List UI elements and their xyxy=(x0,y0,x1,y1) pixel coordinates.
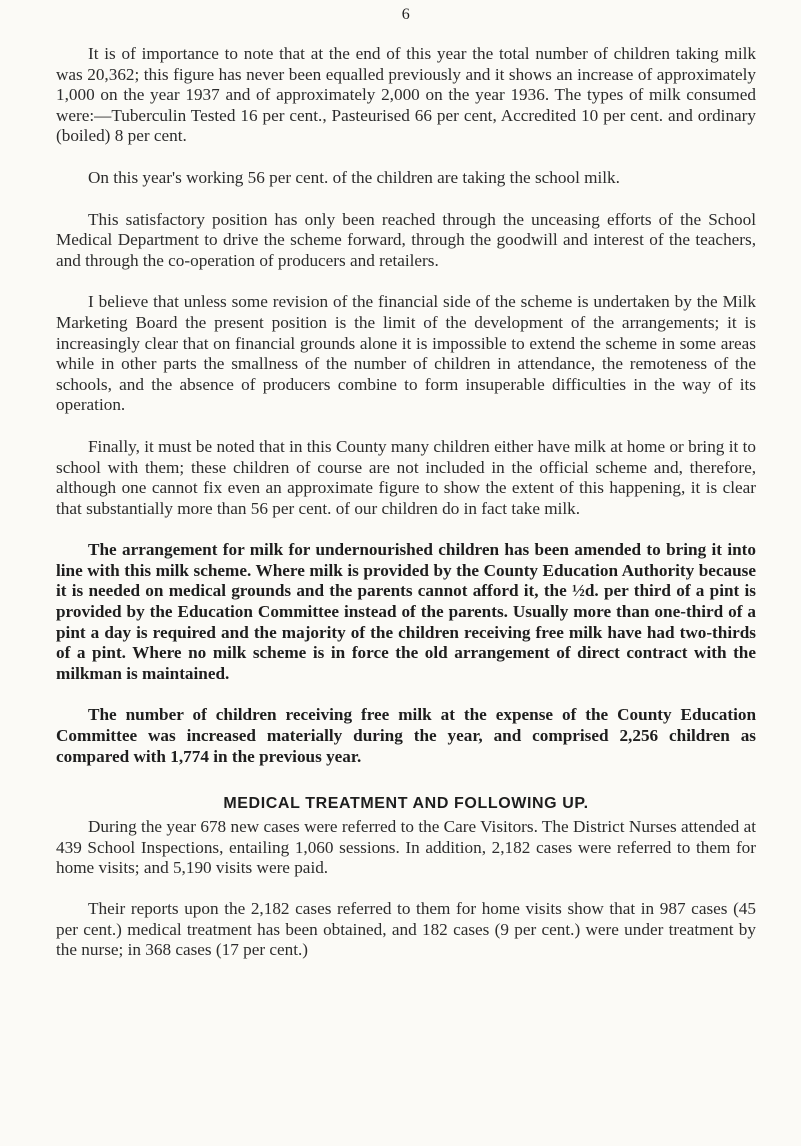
paragraph-home-milk: Finally, it must be noted that in this County many children either have milk at home or bring it to school with them; these children of course are not included in the official scheme and, therefore, although one cannot fix even an approximate figure to show the extent of this happening, it is clear that substantially more than 56 per cent. of our children do in fact take milk. xyxy=(56,436,756,518)
paragraph-financial-revision: I believe that unless some revision of the financial side of the scheme is undertaken by the Milk Marketing Board the present position is the limit of the development of the arrangements; it is increasingly clear that on financial grounds alone it is impossible to extend the scheme in some areas while in other parts the smallness of the number of children in attendance, the remoteness of the schools, and the absence of producers combine to form insuperable difficulties in the way of its operation. xyxy=(56,292,756,415)
document-page xyxy=(56,0,756,961)
paragraph-satisfactory-position: This satisfactory position has only been reached through the unceasing efforts of the School Medical Department to drive the scheme forward, through the goodwill and interest of the teachers, and through the co-operation of producers and retailers. xyxy=(56,209,756,270)
paragraph-undernourished-arrangement: The arrangement for milk for undernourished children has been amended to bring it into line with this milk scheme. Where milk is provided by the County Education Authority because it is needed on medical grounds and the parents cannot afford it, the ½d. per third of a pint is provided by the Education Committee instead of the parents. Usually more than one-third of a pint a day is required and the majority of the children receiving free milk have had two-thirds of a pint. Where no milk scheme is in force the old arrangement of direct contract with the milkman is maintained. xyxy=(56,540,756,683)
paragraph-percentage-taking-milk: On this year's working 56 per cent. of the children are taking the school milk. xyxy=(88,167,620,187)
paragraph-milk-totals: It is of importance to note that at the end of this year the total number of children taking milk was 20,362; this figure has never been equalled previously and it shows an increase of approximately 1,000 on the year 1937 and of approximately 2,000 on the year 1936. The types of milk consumed were:—Tuberculin Tested 16 per cent., Pasteurised 66 per cent, Accredited 10 per cent. and ordinary (boiled) 8 per cent. xyxy=(56,44,756,146)
paragraph-free-milk-numbers: The number of children receiving free milk at the expense of the County Education Committee was increased materially during the year, and comprised 2,256 children as compared with 1,774 in the previous year. xyxy=(56,705,756,766)
page-number: 6 xyxy=(401,6,411,23)
paragraph-home-visit-reports: Their reports upon the 2,182 cases referred to them for home visits show that in 987 cases (45 per cent.) medical treatment has been obtained, and 182 cases (9 per cent.) were under treatment by the nurse; in 368 cases (17 per cent.) xyxy=(56,899,756,960)
paragraph-care-visitors: During the year 678 new cases were referred to the Care Visitors. The District Nurses attended at 439 School Inspections, entailing 1,060 sessions. In addition, 2,182 cases were referred to them for home visits; and 5,190 visits were paid. xyxy=(56,817,756,878)
section-heading: MEDICAL TREATMENT AND FOLLOWING UP. xyxy=(223,795,589,813)
